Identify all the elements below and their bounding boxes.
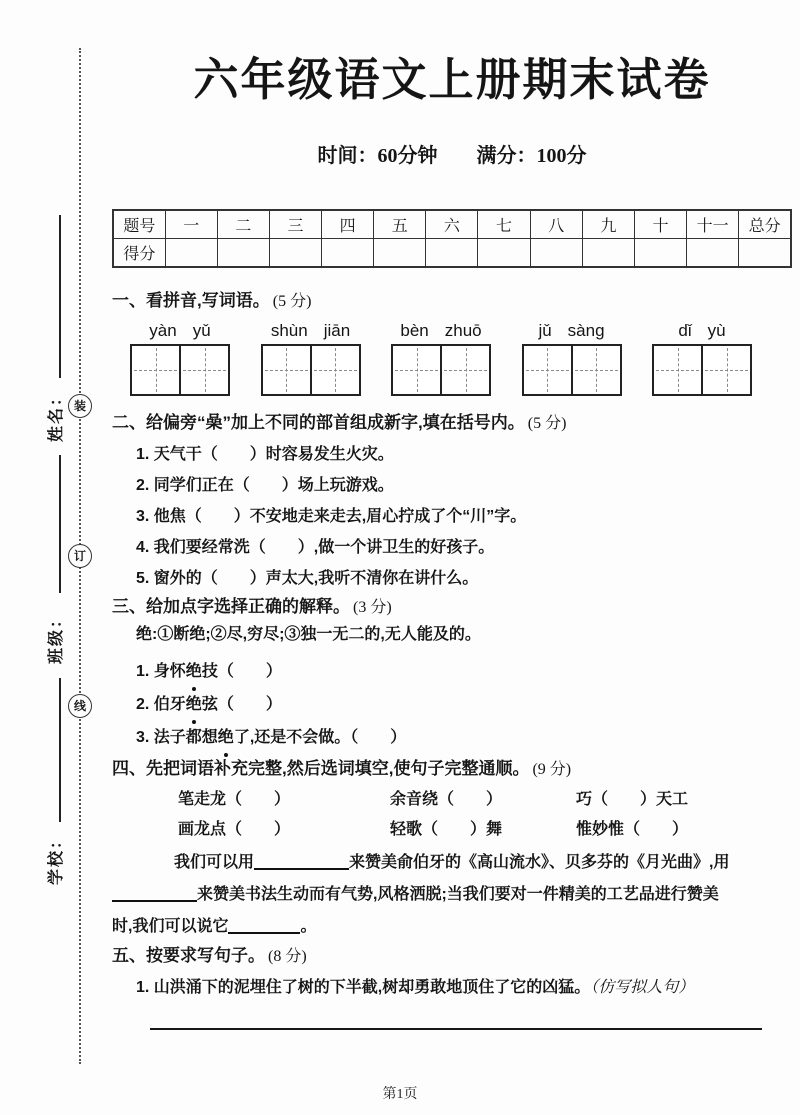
fill-blank[interactable]	[254, 854, 349, 870]
score-cell[interactable]	[217, 239, 269, 268]
score-table-header-cell: 九	[582, 210, 634, 239]
idiom-grid	[112, 785, 792, 845]
idiom-blank: 惟妙惟（ ）	[576, 821, 689, 838]
question-list	[112, 439, 792, 594]
definition-options: 绝:①断绝;②尽,穷尽;③独一无二的,无人能及的。	[136, 626, 481, 643]
idiom-blank: 余音绕（ ）	[390, 791, 503, 808]
section-sentences	[112, 945, 792, 1030]
score-table-header-cell: 八	[530, 210, 582, 239]
score-cell[interactable]	[478, 239, 530, 268]
exam-body	[112, 0, 792, 1030]
pinyin-syllable: bèn	[400, 321, 429, 340]
binding-mark: 线	[68, 694, 92, 718]
student-info-field: 学校：	[48, 831, 65, 886]
pinyin-syllable: yǔ	[192, 321, 211, 340]
question-item	[136, 688, 792, 721]
writing-grid[interactable]	[391, 344, 491, 396]
section-4-score: (9 分)	[532, 761, 572, 778]
score-table-header-cell: 十	[634, 210, 686, 239]
writing-grid[interactable]	[261, 344, 361, 396]
score-table-header-cell: 七	[478, 210, 530, 239]
question-note: （仿写拟人句）	[590, 979, 695, 996]
pinyin-syllable: shùn	[270, 321, 308, 340]
emphasized-char: 绝	[186, 655, 202, 688]
score-cell[interactable]	[165, 239, 217, 268]
writing-cell[interactable]	[524, 346, 571, 394]
score-cell[interactable]	[426, 239, 478, 268]
idiom-blank: 画龙点（ ）	[178, 821, 291, 838]
binding-mark: 订	[68, 544, 92, 568]
score-table-score-row	[113, 239, 791, 268]
question-item: 2. 同学们正在（ ）场上玩游戏。	[136, 477, 394, 494]
pinyin-grid-row	[130, 321, 752, 396]
pinyin-syllable: jǔ	[538, 321, 552, 340]
item-text: 1. 山洪涌下的泥埋住了树的下半截,树却勇敢地顶住了它的凶猛。	[136, 979, 591, 996]
writing-cell[interactable]	[571, 346, 620, 394]
score-table-header-cell: 三	[269, 210, 321, 239]
writing-cell[interactable]	[132, 346, 179, 394]
question-item: 4. 我们要经常洗（ ）,做一个讲卫生的好孩子。	[136, 539, 495, 556]
writing-cell[interactable]	[701, 346, 750, 394]
score-cell[interactable]	[322, 239, 374, 268]
student-info-field: 班级：	[48, 610, 65, 665]
section-4-title: 四、先把词语补充完整,然后选词填空,使句子完整通顺。	[112, 759, 530, 778]
writing-cell[interactable]	[393, 346, 440, 394]
section-2-title: 二、给偏旁“喿”加上不同的部首组成新字,填在括号内。	[112, 413, 525, 432]
section-heading	[112, 290, 792, 313]
item-text: 技（ ）	[201, 663, 282, 680]
section-heading	[112, 596, 792, 619]
fill-paragraph-line	[112, 847, 792, 879]
fill-paragraph	[112, 847, 792, 943]
writing-cell[interactable]	[310, 346, 359, 394]
idiom-row	[178, 785, 792, 815]
question-item: 5. 窗外的（ ）声太大,我听不清你在讲什么。	[136, 570, 479, 587]
exam-meta	[112, 144, 792, 168]
pinyin-word-group	[652, 321, 752, 396]
page-number: 第1页	[382, 1087, 418, 1102]
binding-mark: 装	[68, 394, 92, 418]
pinyin-label	[261, 321, 361, 341]
writing-cell[interactable]	[179, 346, 228, 394]
student-info-field: 姓名：	[48, 388, 65, 443]
section-heading	[112, 412, 792, 435]
pinyin-label	[391, 321, 491, 341]
score-table-header-cell: 一	[165, 210, 217, 239]
paragraph-text: 。	[300, 918, 317, 935]
score-cell[interactable]	[374, 239, 426, 268]
section-1-title: 一、看拼音,写词语。	[112, 291, 270, 310]
section-3-title: 三、给加点字选择正确的解释。	[112, 597, 350, 616]
answer-line[interactable]	[150, 1028, 762, 1030]
score-table	[112, 209, 792, 268]
time-limit-label: 时间：60分钟	[317, 145, 438, 167]
idiom-blank: 笔走龙（ ）	[178, 791, 291, 808]
question-item: 1. 天气干（ ）时容易发生火灾。	[136, 446, 394, 463]
section-pinyin	[112, 290, 792, 396]
score-table-header-cell: 题号	[113, 210, 165, 239]
score-table-header-cell: 五	[374, 210, 426, 239]
pinyin-syllable: yàn	[149, 321, 177, 340]
item-text: 3. 法子都想	[136, 729, 218, 746]
score-table-header-cell: 总分	[739, 210, 791, 239]
student-info-blank[interactable]	[59, 455, 61, 593]
fill-blank[interactable]	[228, 918, 300, 934]
section-1-score: (5 分)	[272, 293, 312, 310]
score-cell[interactable]	[582, 239, 634, 268]
score-cell[interactable]	[530, 239, 582, 268]
question-item	[136, 721, 792, 754]
student-info-blank[interactable]	[59, 678, 61, 822]
writing-cell[interactable]	[263, 346, 310, 394]
item-text: 1. 身怀	[136, 663, 186, 680]
question-item	[136, 972, 792, 1003]
emphasized-char: 绝	[186, 688, 202, 721]
fill-paragraph-line	[112, 879, 792, 911]
full-score-label: 满分：100分	[476, 145, 587, 167]
section-idioms	[112, 758, 792, 943]
pinyin-syllable: jiān	[323, 321, 351, 340]
paragraph-text: 来赞美俞伯牙的《高山流水》、贝多芬的《月光曲》,用	[349, 854, 730, 871]
section-heading	[112, 945, 792, 968]
item-text: 弦（ ）	[201, 696, 282, 713]
page-title: 六年级语文上册期末试卷	[193, 55, 711, 105]
score-table-header-cell: 十一	[687, 210, 739, 239]
pinyin-word-group	[261, 321, 361, 396]
item-text: 2. 伯牙	[136, 696, 186, 713]
paragraph-text: 来赞美书法生动而有气势,风格洒脱;当我们要对一件精美的工艺品进行赞美	[197, 886, 719, 903]
pinyin-word-group	[391, 321, 491, 396]
writing-grid[interactable]	[522, 344, 622, 396]
pinyin-word-group	[130, 321, 230, 396]
writing-grid[interactable]	[652, 344, 752, 396]
section-radical	[112, 412, 792, 594]
pinyin-label	[130, 321, 230, 341]
pinyin-syllable: yù	[707, 321, 726, 340]
pinyin-label	[522, 321, 622, 341]
question-item	[136, 655, 792, 688]
section-5-score: (8 分)	[268, 948, 307, 965]
score-cell[interactable]	[634, 239, 686, 268]
fill-paragraph-line	[112, 911, 792, 943]
item-text: 了,还是不会做。（ ）	[233, 729, 407, 746]
pinyin-label	[652, 321, 752, 341]
student-info-blank[interactable]	[59, 215, 61, 378]
question-list	[112, 972, 792, 1003]
section-3-score: (3 分)	[353, 599, 392, 616]
writing-grid[interactable]	[130, 344, 230, 396]
question-item: 3. 他焦（ ）不安地走来走去,眉心拧成了个“川”字。	[136, 508, 527, 525]
writing-cell[interactable]	[440, 346, 489, 394]
paragraph-text: 时,我们可以说它	[112, 918, 229, 935]
section-2-score: (5 分)	[527, 415, 567, 432]
score-cell[interactable]	[687, 239, 739, 268]
pinyin-word-group	[522, 321, 622, 396]
section-definitions	[112, 596, 792, 754]
score-table-header-cell: 四	[322, 210, 374, 239]
score-cell[interactable]	[269, 239, 321, 268]
section-heading	[112, 758, 792, 781]
pinyin-syllable: sàng	[567, 321, 605, 340]
score-table-header-cell: 二	[217, 210, 269, 239]
emphasized-char: 绝	[218, 721, 234, 754]
pinyin-syllable: dǐ	[678, 321, 692, 340]
score-cell[interactable]	[739, 239, 791, 268]
fill-blank[interactable]	[112, 886, 197, 902]
section-5-title: 五、按要求写句子。	[112, 946, 265, 965]
writing-cell[interactable]	[654, 346, 701, 394]
score-row-label: 得分	[113, 239, 165, 268]
score-table-header-cell: 六	[426, 210, 478, 239]
score-table-header-row	[113, 210, 791, 239]
paragraph-text: 我们可以用	[174, 854, 255, 871]
idiom-blank: 轻歌（ ）舞	[390, 821, 503, 838]
idiom-row	[178, 815, 792, 845]
pinyin-syllable: zhuō	[444, 321, 482, 340]
question-list	[112, 655, 792, 754]
idiom-blank: 巧（ ）天工	[576, 791, 689, 808]
